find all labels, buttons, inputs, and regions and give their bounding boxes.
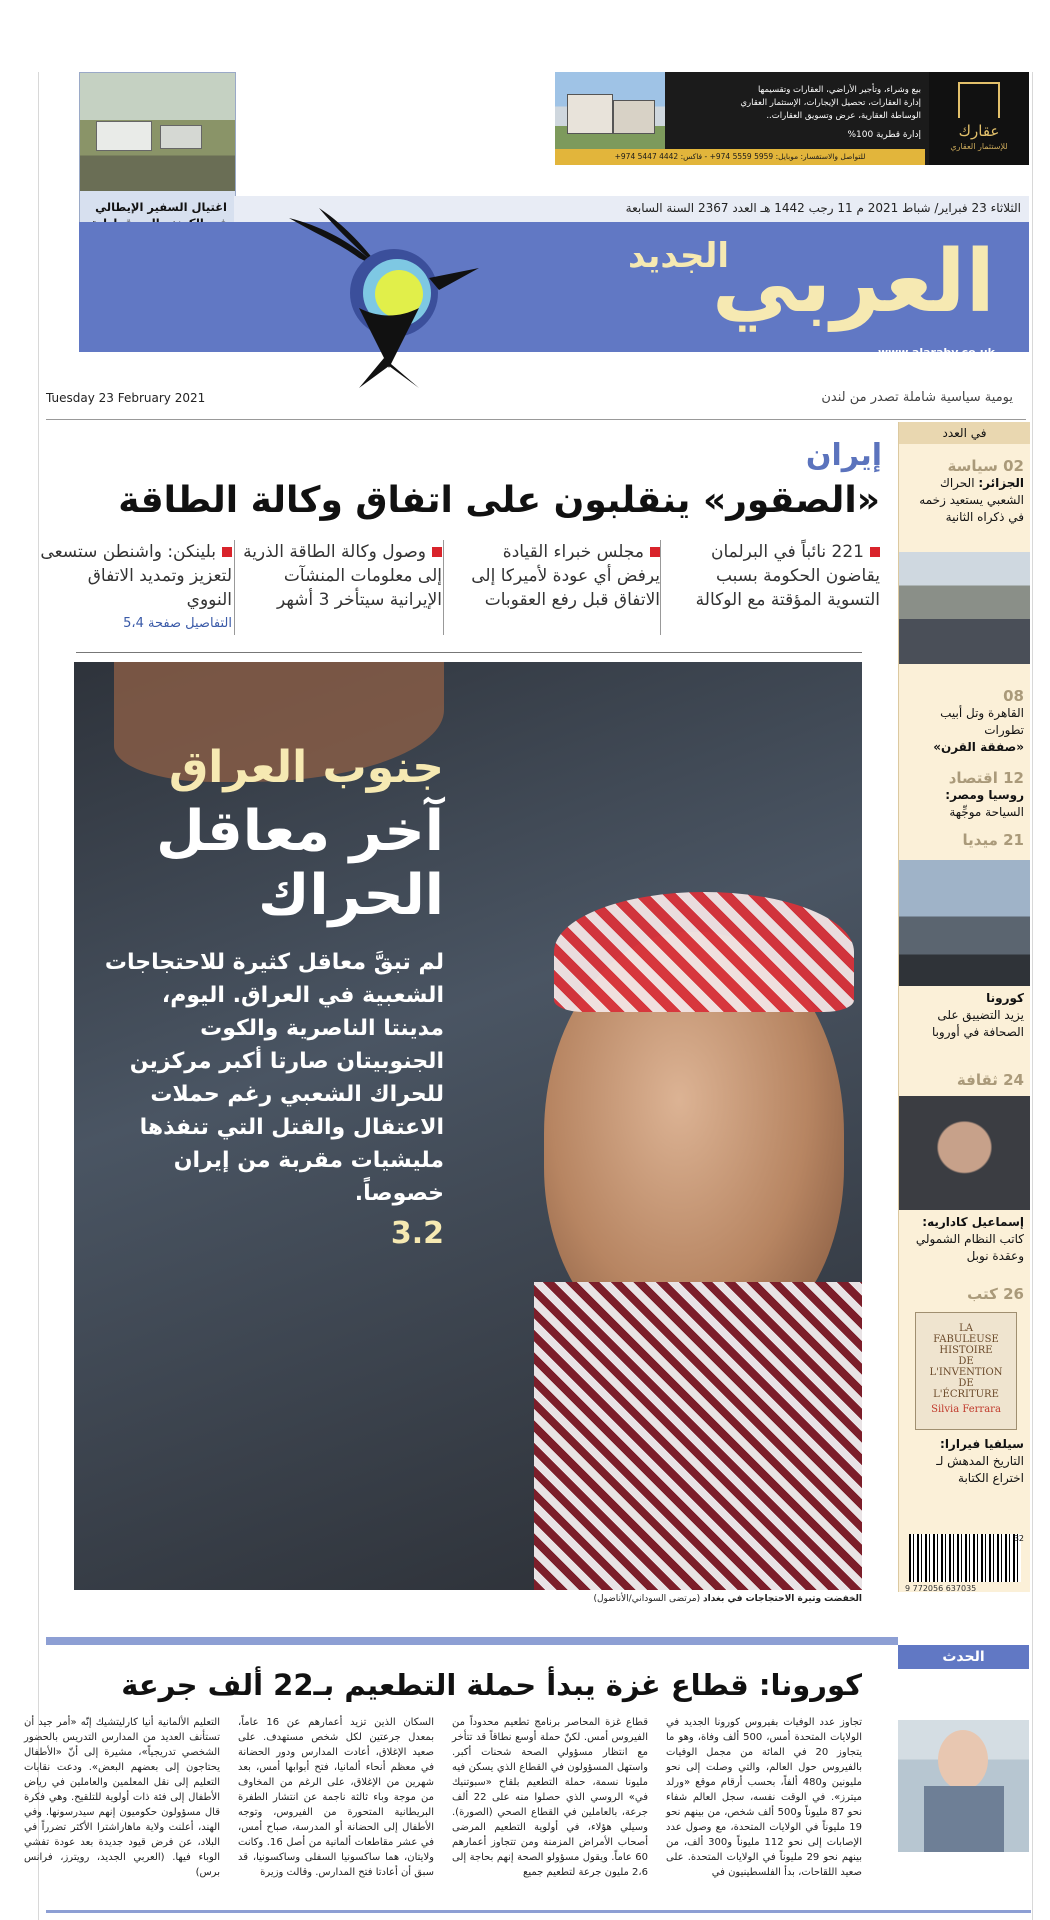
- bullet-icon: [432, 547, 442, 557]
- in-this-issue-column: [898, 422, 1030, 1592]
- building-icon: [958, 82, 1000, 118]
- section-band: [46, 1637, 898, 1645]
- teaser-text: اغتيال السفير الإيطالي: [95, 200, 227, 214]
- lead-sub-4[interactable]: بلينكن: واشنطن ستسعى لتعزيز وتمديد الاتفاق النووي التفاصيل صفحة 5،4: [40, 540, 232, 636]
- book-cover: LA FABULEUSE HISTOIRE DE L'INVENTION DE L'ÉCRITURE Silvia Ferrara: [915, 1312, 1017, 1430]
- masthead-footer: [38, 388, 1031, 410]
- photo-story: [104, 742, 444, 1251]
- side-item-media[interactable]: 21 ميديا: [962, 831, 1024, 849]
- date-ar: الثلاثاء 23 فبراير/ شباط 2021 م 11 رجب 1442 هـ العدد 2367 السنة السابعة: [625, 201, 1021, 215]
- media-photo: [899, 860, 1030, 986]
- photo-headline: آخر معاقل الحراك: [156, 799, 444, 928]
- bullet-icon: [650, 547, 660, 557]
- photo-caption: الخفضت وتيرة الاحتجاجات في بغداد (مرتضى السوداني/الأناضول): [593, 1594, 862, 1604]
- main-photo[interactable]: [74, 662, 862, 1590]
- bullet-icon: [870, 547, 880, 557]
- story-column-1: تجاوز عدد الوفيات بفيروس كورونا الجديد في الولايات المتحدة أمس، 500 ألف وفاة، وهو ما يتجاوز 20 في المائة من مجمل الوفيات بالفيروس حول العالم، والتي وصلت إلى نحو مليونين و480 ألفاً، بحسب أرقام موقع «ورلد ميترز». في الوقت نفسه، سجل العالم شفاء نحو 87 مليوناً و500 ألف شخص، من بينهم نحو 19 مليوناً في الولايات المتحدة، مع وصول عدد الإصابات إلى نحو 112 مليوناً و300 ألف، من بينهم نحو 29 مليوناً في الولايات المتحدة. على صعيد اللقاحات، بدأ الفلسطينيون في: [666, 1717, 863, 1878]
- side-header: في العدد: [899, 422, 1030, 444]
- side-item-economy[interactable]: 12 اقتصاد روسيا ومصر: السياحة موجِّهة: [945, 769, 1024, 819]
- side-item-culture[interactable]: 24 ثقافة: [956, 1071, 1024, 1089]
- side-item-books-text: سيلفيا فيرارا: التاريخ المدهش لـ اختراع الكتابة: [936, 1437, 1024, 1485]
- details-link[interactable]: التفاصيل صفحة 5،4: [123, 616, 232, 631]
- side-item-culture-text: إسماعيل كاداريه: كاتب النظام الشمولي وعقدة نوبل: [915, 1215, 1024, 1263]
- footer-rule: [46, 1910, 1031, 1913]
- bullet-icon: [222, 547, 232, 557]
- side-item-books[interactable]: 26 كتب: [967, 1285, 1024, 1303]
- kadare-portrait: [899, 1096, 1030, 1210]
- house-image: [555, 72, 665, 149]
- story-column-4: التعليم الألمانية أنيا كارليتشيك إنّه «أمر جيد أن تستأنف العديد من المدارس التدريس بالحضور الشخصي تدريجياً»، مشيرة إلى أنّ «الأطفال يحتاجون إلى بعضهم البعض». ودعت نقابات التعليم إلى نقل المعلمين والعاملين في رياض الأطفال إلى فئة ذات أولوية للتلقيح. وهي فكرة قال مسؤولون حكوميون إنهم سيدرسونها. وفي الهند، أعلنت ولاية ماهاراشترا الأكثر تضرراً في البلاد، عن فرض قيود جديدة بعد عودة تفشي الوباء فيها. (العربي الجديد، رويترز، فرانس برس): [24, 1717, 220, 1878]
- sub-divider: [443, 540, 444, 635]
- issue-code: 32: [1013, 1534, 1024, 1543]
- tagline: يومية سياسية شاملة تصدر من لندن: [821, 390, 1013, 405]
- divider: [76, 652, 862, 653]
- teaser-photo: [80, 73, 235, 191]
- sub-divider: [660, 540, 661, 635]
- barcode-number: 9 772056 637035: [905, 1584, 977, 1593]
- photo-page-ref: 3.2: [390, 1216, 444, 1251]
- date-en: Tuesday 23 February 2021: [46, 391, 206, 405]
- barcode: [909, 1534, 1021, 1582]
- ad-capital: إدارة قطرية 100%: [847, 130, 921, 140]
- algeria-protest-photo: [899, 552, 1030, 664]
- sub-divider: [234, 540, 235, 635]
- logo-subtitle: الجديد: [628, 236, 729, 276]
- bird-logo-icon: [289, 198, 489, 393]
- lead-kicker: إيران: [805, 438, 882, 473]
- ad-contact: للتواصل والاستفسار: موبايل: 5959 5559 974+ - فاكس: 4442 5447 974+: [555, 149, 925, 165]
- lead-sub-3[interactable]: وصول وكالة الطاقة الذرية إلى معلومات المنشآت الإيرانية سيتأخر 3 أشهر: [243, 542, 442, 610]
- side-item-08[interactable]: 08 القاهرة وتل أبيب تطورات «صفقة القرن»: [933, 687, 1024, 754]
- ad-logo: عقارك للإستثمار العقاري: [929, 72, 1029, 165]
- vaccination-photo: [898, 1720, 1029, 1852]
- bottom-headline[interactable]: كورونا: قطاع غزة يبدأ حملة التطعيم بـ22 ألف جرعة: [121, 1668, 862, 1702]
- lead-headline[interactable]: «الصقور» ينقلبون على اتفاق وكالة الطاقة: [118, 480, 880, 521]
- photo-body: لم تبقَّ معاقل كثيرة للاحتجاجات الشعبية في العراق. اليوم، مدينتا الناصرية والكوت الجنوبيتان صارتا أكبر مركزين للحراك الشعبي رغم حملات الاعتقال والقتل التي تنفذها مليشيات مقربة من إيران خصوصاً.: [104, 950, 444, 1206]
- ad-text: بيع وشراء، وتأجير الأراضي، العقارات وتقسيمها إدارة العقارات، تحصيل الإيجارات، الإستثمار العقاري الوساطة العقارية، عرض وتسويق العقارات.. إدارة قطرية 100%: [671, 84, 921, 142]
- lead-sub-2[interactable]: مجلس خبراء القيادة يرفض أي عودة لأميركا إلى الاتفاق قبل رفع العقوبات: [471, 542, 660, 610]
- section-label: الحدث: [898, 1645, 1029, 1669]
- logo-title: العربي: [711, 232, 995, 332]
- story-column-2: قطاع غزة المحاصر برنامج تطعيم محدوداً من الفيروس أمس. لكنّ حملة أوسع نطاقاً قد تتأخر مع انتظار مسؤولي الصحة شحنات أكبر. واستهل المسؤولون في القطاع الذي يسكن فيه مليونا نسمة، حملة التطعيم بلقاح «سبوتنيك في» الروسي الذي حصلوا منه على 22 ألف جرعة، بالعاملين في القطاع الصحي (الصورة). وسيلي هؤلاء، في أولوية التطعيم المرضى أصحاب الأمراض المزمنة ومن تتجاوز أعمارهم 60 عاماً. ويقول مسؤولو الصحة إنهم بحاجة إلى 2،6 مليون جرعة لتطعيم جميع: [452, 1717, 648, 1878]
- site-url[interactable]: www.alaraby.co.uk: [877, 346, 995, 359]
- keffiyeh: [534, 1282, 862, 1590]
- lead-sub-1[interactable]: 221 نائباً في البرلمان يقاضون الحكومة بسبب التسوية المؤقتة مع الوكالة: [695, 542, 880, 610]
- divider: [46, 419, 1026, 420]
- photo-kicker: جنوب العراق: [168, 742, 444, 793]
- real-estate-ad[interactable]: [555, 72, 1029, 165]
- story-column-3: السكان الذين تزيد أعمارهم عن 16 عاماً، بمعدل جرعتين لكل شخص مستهدف. على صعيد الإغلاق، أعادت المدارس ودور الحضانة في معظم أنحاء ألمانيا، فتح أبوابها أمس، بعد شهرين من الإغلاق، على الرغم من المخاوف من موجة وباء ثالثة ناجمة عن انتشار الطفرة البريطانية المتحورة من الفيروس، وتوجه الأطفال إلى الحضانة أو المدرسة، صباح أمس، في عشر مقاطعات ألمانية من أصل 16. وكانت ولايتان، هما ساكسونيا السفلى وساكسونيا، قد سبق أن أعادتا فتح المدارس. وقالت وزيرة: [238, 1717, 435, 1878]
- side-item-media-text: كورونا يزيد التضييق على الصحافة في أوروبا: [931, 991, 1024, 1039]
- side-item-politics[interactable]: 02 سياسة الجزائر: الحراك الشعبي يستعيد زخمه في ذكراه الثانية: [919, 457, 1024, 524]
- masthead: [79, 222, 1029, 359]
- red-headscarf: [554, 892, 854, 1012]
